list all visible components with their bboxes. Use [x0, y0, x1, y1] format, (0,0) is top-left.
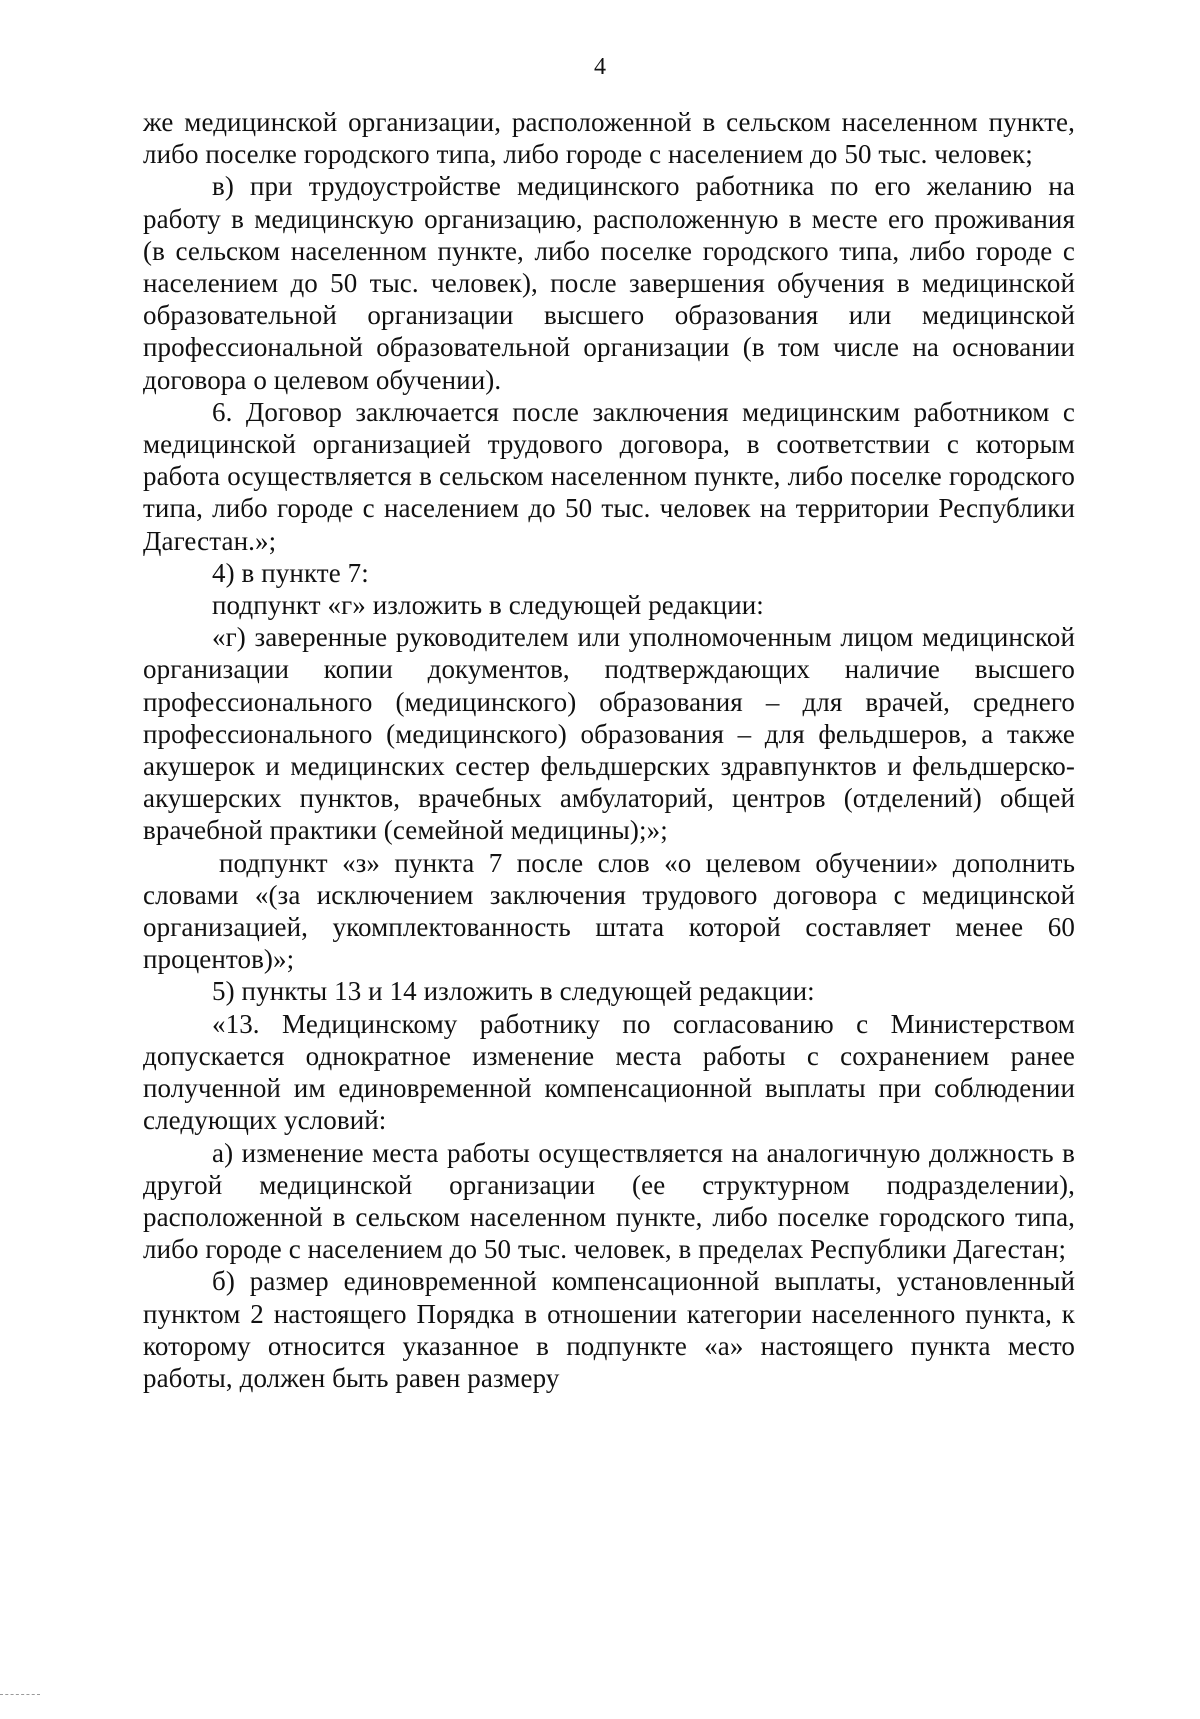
paragraph-subitem-g-text: «г) заверенные руководителем или уполномоченным лицом медицинской организации копии документов, подтверждающих наличие высшего профессионального (медицинского) образования – для врачей, среднего профессионального (медицинского) образования – для фельдшеров, а также акушерок и медицинских сестер фельдшерских здравпунктов и фельдшерско-акушерских пунктов, врачебных амбулаторий, центров (отделений) общей врачебной практики (семейной медицины);»; [143, 622, 1075, 846]
paragraph-clause-13: «13. Медицинскому работнику по согласованию с Министерством допускается однократное изменение места работы с сохранением ранее полученной им единовременной компенсационной выплаты при соблюдении следующих условий: [143, 1008, 1075, 1136]
paragraph-continuation: же медицинской организации, расположенной в сельском населенном пункте, либо поселке городского типа, либо городе с населением до 50 тыс. человек; [143, 107, 1075, 170]
paragraph-item-a: а) изменение места работы осуществляется на аналогичную должность в другой медицинской организации (ее структурном подразделении), расположенной в сельском населенном пункте, либо поселке городского типа, либо городе с населением до 50 тыс. человек, в пределах Республики Дагестан; [143, 1137, 1075, 1265]
page-number: 4 [594, 54, 606, 80]
paragraph-item-v: в) при трудоустройстве медицинского работника по его желанию на работу в медицинскую организацию, расположенную в месте его проживания (в сельском населенном пункте, либо поселке городского типа, либо городе с населением до 50 тыс. человек), после завершения обучения в медицинской образовательной организации высшего образования или медицинской профессиональной образовательной организации (в том числе на основании договора о целевом обучении). [143, 171, 1075, 395]
scan-edge-mark [0, 1694, 40, 1699]
paragraph-amendment-4: 4) в пункте 7: [212, 557, 369, 588]
paragraph-clause-6: 6. Договор заключается после заключения медицинским работником с медицинской организацией трудового договора, в соответствии с которым работа осуществляется в сельском населенном пункте, либо поселке городского типа, либо городе с населением до 50 тыс. человек на территории Республики Дагестан.»; [143, 396, 1075, 556]
document-body [143, 106, 1075, 1394]
paragraph-subitem-z: подпункт «з» пункта 7 после слов «о целевом обучении» дополнить словами «(за исключением заключения трудового договора с медицинской организацией, укомплектованность штата которой составляет менее 60 процентов)»; [143, 847, 1075, 975]
paragraph-item-b: б) размер единовременной компенсационной выплаты, установленный пунктом 2 настоящего Порядка в отношении категории населенного пункта, к которому относится указанное в подпункте «а» настоящего пункта место работы, должен быть равен размеру [143, 1266, 1075, 1393]
paragraph-amendment-5: 5) пункты 13 и 14 изложить в следующей редакции: [212, 976, 815, 1007]
paragraph-subitem-g-intro: подпункт «г» изложить в следующей редакции: [212, 590, 764, 621]
